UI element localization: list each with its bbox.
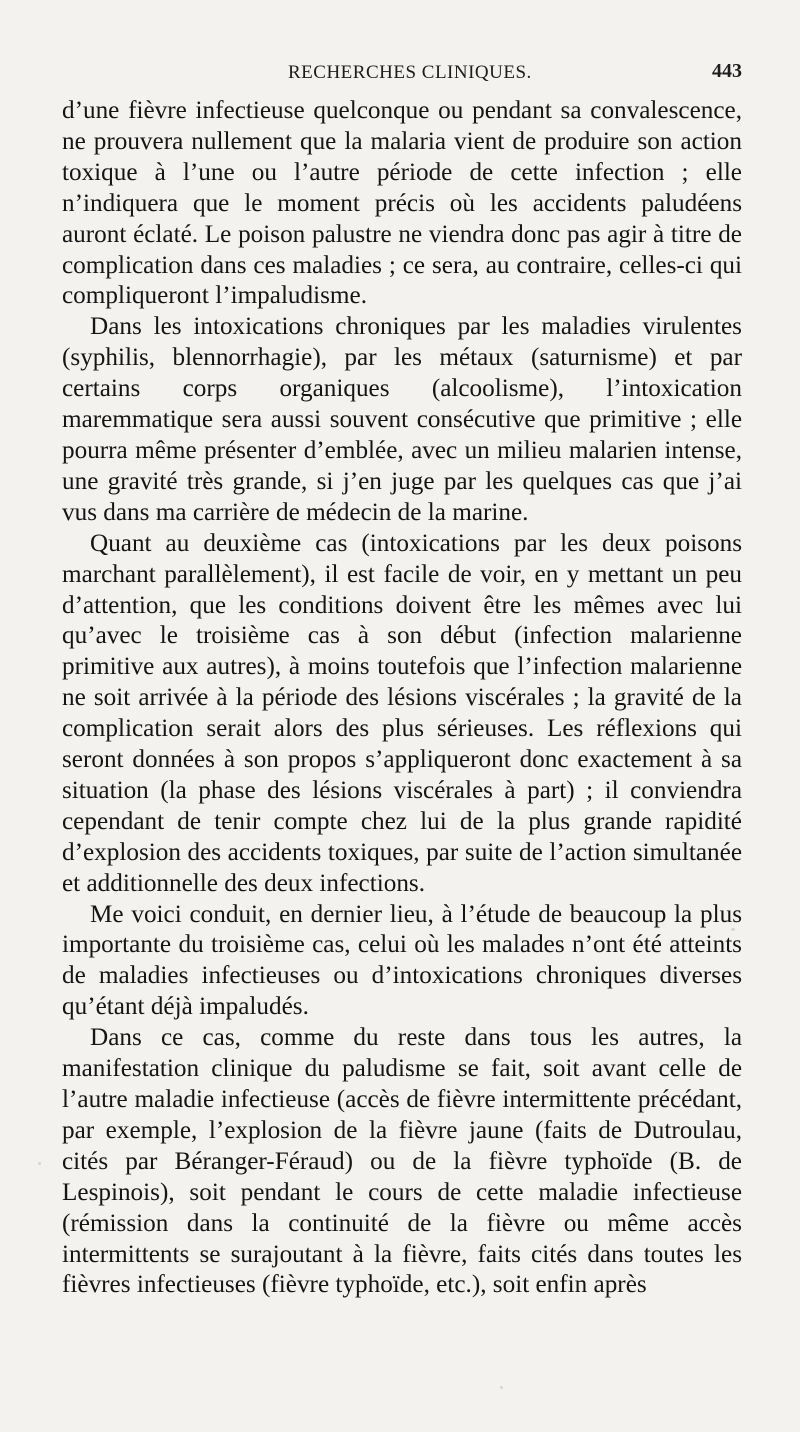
paragraph-1: d’une fièvre infectieuse quelconque ou pendant sa convalescence, ne prouvera nullement que la malaria vient de produire son action toxique à l’une ou l’autre période de cette infection ; elle n’indiquera que le moment précis où les accidents paludéens auront éclaté. Le poison palustre ne viendra donc pas agir à titre de complication dans ces maladies ; ce sera, au contraire, celles-ci qui compliqueront l’impaludisme. [62,97,742,310]
paragraph-4: Me voici conduit, en dernier lieu, à l’étude de beaucoup la plus importante du troisième cas, celui où les malades n’ont été atteints de maladies infectieuses ou d’intoxications chroniques diverses qu’étant déjà impaludés. [62,900,742,1021]
running-title: RECHERCHES CLINIQUES. [288,62,532,83]
page-number: 443 [712,60,742,82]
body-text [62,96,742,1301]
paragraph-5: Dans ce cas, comme du reste dans tous les autres, la manifestation clinique du paludisme se fait, soit avant celle de l’autre maladie infectieuse (accès de fièvre intermittente précédant, par exemple, l’explosion de la fièvre jaune (faits de Dutroulau, cités par Béranger-Féraud) ou de la fièvre typhoïde (B. de Lespinois), soit pendant le cours de cette maladie infectieuse (rémission dans la continuité de la fièvre ou même accès intermittents se surajoutant à la fièvre, faits cités dans toutes les fièvres infectieuses (fièvre typhoïde, etc.), soit enfin après [62,1024,742,1299]
paragraph-3: Quant au deuxième cas (intoxications par les deux poisons marchant parallèlement), il est facile de voir, en y mettant un peu d’attention, que les conditions doivent être les mêmes avec lui qu’avec le troisième cas à son début (infection malarienne primitive aux autres), à moins toutefois que l’infection malarienne ne soit arrivée à la période des lésions viscérales ; la gravité de la complication serait alors des plus sérieuses. Les réflexions qui seront données à son propos s’appliqueront donc exactement à sa situation (la phase des lésions viscérales à part) ; il conviendra cependant de tenir compte chez lui de la plus grande rapidité d’explosion des accidents toxiques, par suite de l’action simultanée et additionnelle des deux infections. [62,529,742,897]
paper-speck [500,1386,503,1389]
paper-speck [38,1162,41,1165]
paragraph-2: Dans les intoxications chroniques par les maladies virulentes (syphilis, blennorrhagie), par les métaux (saturnisme) et par certains corps organiques (alcoolisme), l’intoxication maremmatique sera aussi souvent consécutive que primitive ; elle pourra même présenter d’emblée, avec un milieu malarien intense, une gravité très grande, si j’en juge par les quelques cas que j’ai vus dans ma carrière de médecin de la marine. [62,313,742,526]
page-header [62,58,742,88]
